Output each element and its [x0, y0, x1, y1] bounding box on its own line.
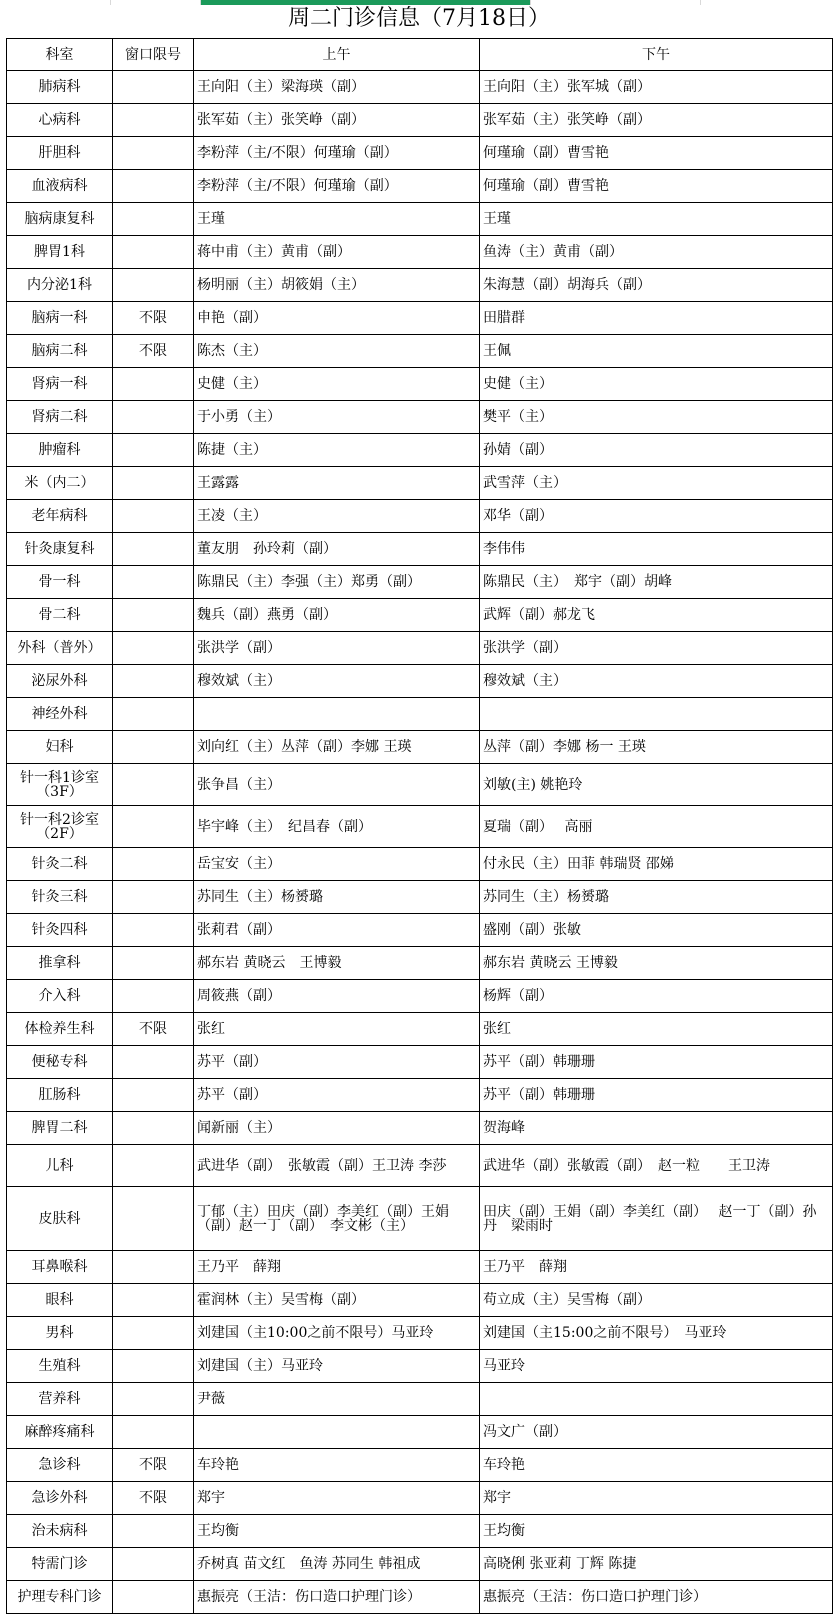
afternoon-cell: 武雪萍（主）	[480, 467, 833, 500]
dept-cell: 内分泌1科	[7, 269, 113, 302]
table-row	[7, 434, 833, 467]
window-limit-cell	[113, 434, 194, 467]
dept-cell: 脾胃二科	[7, 1112, 113, 1145]
morning-cell: 穆效斌（主）	[194, 665, 480, 698]
morning-cell: 陈鼎民（主）李强（主）郑勇（副）	[194, 566, 480, 599]
dept-cell: 治未病科	[7, 1515, 113, 1548]
table-row	[7, 914, 833, 947]
window-limit-cell	[113, 1548, 194, 1581]
morning-cell	[194, 698, 480, 731]
morning-cell: 王露露	[194, 467, 480, 500]
dept-cell: 护理专科门诊	[7, 1581, 113, 1614]
dept-cell: 针一科2诊室（2F）	[7, 806, 113, 848]
morning-cell: 刘向红（主）丛萍（副）李娜 王瑛	[194, 731, 480, 764]
table-row	[7, 566, 833, 599]
morning-cell: 张莉君（副）	[194, 914, 480, 947]
table-row	[7, 632, 833, 665]
morning-cell	[194, 1416, 480, 1449]
morning-cell: 武进华（副） 张敏霞（副）王卫涛 李莎	[194, 1145, 480, 1187]
table-row	[7, 137, 833, 170]
morning-cell: 魏兵（副）燕勇（副）	[194, 599, 480, 632]
morning-cell: 郑宇	[194, 1482, 480, 1515]
table-row	[7, 401, 833, 434]
schedule-table	[6, 38, 833, 1614]
morning-cell: 毕宇峰（主） 纪昌春（副）	[194, 806, 480, 848]
afternoon-cell: 孙婧（副）	[480, 434, 833, 467]
morning-cell: 苏平（副）	[194, 1046, 480, 1079]
afternoon-cell: 何瑾瑜（副）曹雪艳	[480, 170, 833, 203]
afternoon-cell: 付永民（主）田菲 韩瑞贤 邵娣	[480, 848, 833, 881]
morning-cell: 王均衡	[194, 1515, 480, 1548]
window-limit-cell	[113, 368, 194, 401]
window-limit-cell	[113, 665, 194, 698]
afternoon-cell: 丛萍（副）李娜 杨一 王瑛	[480, 731, 833, 764]
morning-cell: 董友朋 孙玲莉（副）	[194, 533, 480, 566]
dept-cell: 肾病一科	[7, 368, 113, 401]
afternoon-cell: 鱼涛（主）黄甫（副）	[480, 236, 833, 269]
dept-cell: 泌尿外科	[7, 665, 113, 698]
table-row	[7, 533, 833, 566]
window-limit-cell	[113, 566, 194, 599]
dept-cell: 营养科	[7, 1383, 113, 1416]
table-row	[7, 1251, 833, 1284]
table-row	[7, 599, 833, 632]
afternoon-cell: 车玲艳	[480, 1449, 833, 1482]
afternoon-cell: 王向阳（主）张军城（副）	[480, 71, 833, 104]
dept-cell: 骨二科	[7, 599, 113, 632]
dept-cell: 推拿科	[7, 947, 113, 980]
schedule-body	[7, 71, 833, 1614]
dept-cell: 特需门诊	[7, 1548, 113, 1581]
dept-cell: 肝胆科	[7, 137, 113, 170]
window-limit-cell: 不限	[113, 1013, 194, 1046]
afternoon-cell: 郑宇	[480, 1482, 833, 1515]
table-row	[7, 1581, 833, 1614]
header-row	[7, 39, 833, 71]
table-row	[7, 335, 833, 368]
morning-cell: 惠振亮（王洁：伤口造口护理门诊）	[194, 1581, 480, 1614]
table-row	[7, 1079, 833, 1112]
window-limit-cell	[113, 71, 194, 104]
morning-cell: 乔树真 苗文红 鱼涛 苏同生 韩祖成	[194, 1548, 480, 1581]
table-row	[7, 1284, 833, 1317]
morning-cell: 岳宝安（主）	[194, 848, 480, 881]
window-limit-cell	[113, 236, 194, 269]
morning-cell: 王凌（主）	[194, 500, 480, 533]
table-row	[7, 269, 833, 302]
window-limit-cell	[113, 203, 194, 236]
afternoon-cell: 史健（主）	[480, 368, 833, 401]
afternoon-cell: 刘敏(主) 姚艳玲	[480, 764, 833, 806]
table-row	[7, 368, 833, 401]
morning-cell: 刘建国（主10:00之前不限号）马亚玲	[194, 1317, 480, 1350]
afternoon-cell: 武辉（副）郝龙飞	[480, 599, 833, 632]
afternoon-cell: 冯文广（副）	[480, 1416, 833, 1449]
window-limit-cell: 不限	[113, 302, 194, 335]
morning-cell: 张红	[194, 1013, 480, 1046]
dept-cell: 神经外科	[7, 698, 113, 731]
table-row	[7, 203, 833, 236]
table-row	[7, 71, 833, 104]
afternoon-cell: 苏平（副）韩珊珊	[480, 1079, 833, 1112]
morning-cell: 闻新丽（主）	[194, 1112, 480, 1145]
dept-cell: 肛肠科	[7, 1079, 113, 1112]
dept-cell: 脑病二科	[7, 335, 113, 368]
afternoon-cell: 张军茹（主）张笑峥（副）	[480, 104, 833, 137]
dept-cell: 儿科	[7, 1145, 113, 1187]
dept-cell: 针灸四科	[7, 914, 113, 947]
table-row	[7, 698, 833, 731]
afternoon-cell: 苏平（副）韩珊珊	[480, 1046, 833, 1079]
window-limit-cell	[113, 170, 194, 203]
table-row	[7, 980, 833, 1013]
afternoon-cell: 武进华（副）张敏霞（副） 赵一粒 王卫涛	[480, 1145, 833, 1187]
window-limit-cell	[113, 632, 194, 665]
dept-cell: 针灸康复科	[7, 533, 113, 566]
table-row	[7, 1317, 833, 1350]
afternoon-cell: 李伟伟	[480, 533, 833, 566]
window-limit-cell	[113, 1079, 194, 1112]
afternoon-cell: 张洪学（副）	[480, 632, 833, 665]
table-row	[7, 1416, 833, 1449]
window-limit-cell: 不限	[113, 335, 194, 368]
table-row	[7, 1482, 833, 1515]
table-row	[7, 731, 833, 764]
table-row	[7, 1145, 833, 1187]
window-limit-cell	[113, 806, 194, 848]
window-limit-cell	[113, 1046, 194, 1079]
window-limit-cell	[113, 467, 194, 500]
window-limit-cell	[113, 533, 194, 566]
dept-cell: 外科（普外）	[7, 632, 113, 665]
afternoon-cell: 邓华（副）	[480, 500, 833, 533]
dept-cell: 耳鼻喉科	[7, 1251, 113, 1284]
window-limit-cell	[113, 980, 194, 1013]
morning-cell: 丁郁（主）田庆（副）李美红（副）王娟（副）赵一丁（副） 李文彬（主）	[194, 1187, 480, 1251]
window-limit-cell	[113, 848, 194, 881]
morning-cell: 周筱燕（副）	[194, 980, 480, 1013]
afternoon-cell: 朱海慧（副）胡海兵（副）	[480, 269, 833, 302]
morning-cell: 霍润林（主）吴雪梅（副）	[194, 1284, 480, 1317]
table-row	[7, 236, 833, 269]
page-title: 周二门诊信息（7月18日）	[288, 6, 550, 31]
afternoon-cell: 何瑾瑜（副）曹雪艳	[480, 137, 833, 170]
table-row	[7, 1112, 833, 1145]
dept-cell: 骨一科	[7, 566, 113, 599]
window-limit-cell	[113, 1284, 194, 1317]
afternoon-cell: 郝东岩 黄晓云 王博毅	[480, 947, 833, 980]
table-row	[7, 302, 833, 335]
table-row	[7, 806, 833, 848]
dept-cell: 针灸三科	[7, 881, 113, 914]
morning-cell: 申艳（副）	[194, 302, 480, 335]
morning-cell: 车玲艳	[194, 1449, 480, 1482]
dept-cell: 脑病康复科	[7, 203, 113, 236]
afternoon-cell	[480, 1383, 833, 1416]
morning-cell: 蒋中甫（主）黄甫（副）	[194, 236, 480, 269]
window-limit-cell	[113, 500, 194, 533]
afternoon-cell: 王瑾	[480, 203, 833, 236]
window-limit-cell: 不限	[113, 1449, 194, 1482]
dept-cell: 血液病科	[7, 170, 113, 203]
table-row	[7, 1449, 833, 1482]
afternoon-cell: 杨辉（副）	[480, 980, 833, 1013]
table-row	[7, 1383, 833, 1416]
dept-cell: 米（内二）	[7, 467, 113, 500]
morning-cell: 陈杰（主）	[194, 335, 480, 368]
window-limit-cell	[113, 269, 194, 302]
dept-cell: 肿瘤科	[7, 434, 113, 467]
morning-cell: 张争昌（主）	[194, 764, 480, 806]
window-limit-cell	[113, 914, 194, 947]
window-limit-cell	[113, 764, 194, 806]
window-limit-cell	[113, 881, 194, 914]
table-row	[7, 665, 833, 698]
window-limit-cell	[113, 137, 194, 170]
dept-cell: 脑病一科	[7, 302, 113, 335]
table-row	[7, 467, 833, 500]
morning-cell: 陈捷（主）	[194, 434, 480, 467]
afternoon-cell: 刘建国（主15:00之前不限号） 马亚玲	[480, 1317, 833, 1350]
table-row	[7, 848, 833, 881]
afternoon-cell: 苟立成（主）吴雪梅（副）	[480, 1284, 833, 1317]
table-row	[7, 1187, 833, 1251]
dept-cell: 体检养生科	[7, 1013, 113, 1046]
morning-cell: 史健（主）	[194, 368, 480, 401]
table-row	[7, 1046, 833, 1079]
dept-cell: 麻醉疼痛科	[7, 1416, 113, 1449]
dept-cell: 皮肤科	[7, 1187, 113, 1251]
dept-cell: 脾胃1科	[7, 236, 113, 269]
afternoon-cell: 张红	[480, 1013, 833, 1046]
window-limit-cell	[113, 1383, 194, 1416]
window-limit-cell	[113, 599, 194, 632]
morning-cell: 李粉萍（主/不限）何瑾瑜（副）	[194, 170, 480, 203]
table-row	[7, 1350, 833, 1383]
dept-cell: 生殖科	[7, 1350, 113, 1383]
window-limit-cell	[113, 1145, 194, 1187]
table-row	[7, 170, 833, 203]
window-limit-cell	[113, 698, 194, 731]
dept-cell: 针灸二科	[7, 848, 113, 881]
table-row	[7, 1515, 833, 1548]
morning-cell: 郝东岩 黄晓云 王博毅	[194, 947, 480, 980]
window-limit-cell	[113, 1187, 194, 1251]
morning-cell: 苏平（副）	[194, 1079, 480, 1112]
morning-cell: 王向阳（主）梁海瑛（副）	[194, 71, 480, 104]
header-window: 窗口限号	[113, 39, 194, 71]
window-limit-cell	[113, 1581, 194, 1614]
dept-cell: 肾病二科	[7, 401, 113, 434]
afternoon-cell: 夏瑞（副） 高丽	[480, 806, 833, 848]
window-limit-cell	[113, 731, 194, 764]
table-row	[7, 104, 833, 137]
dept-cell: 便秘专科	[7, 1046, 113, 1079]
dept-cell: 心病科	[7, 104, 113, 137]
table-row	[7, 500, 833, 533]
dept-cell: 介入科	[7, 980, 113, 1013]
window-limit-cell	[113, 1112, 194, 1145]
afternoon-cell: 惠振亮（王洁：伤口造口护理门诊）	[480, 1581, 833, 1614]
afternoon-cell: 王均衡	[480, 1515, 833, 1548]
morning-cell: 王乃平 薛翔	[194, 1251, 480, 1284]
table-row	[7, 1013, 833, 1046]
table-row	[7, 1548, 833, 1581]
morning-cell: 杨明丽（主）胡筱娟（主）	[194, 269, 480, 302]
afternoon-cell: 贺海峰	[480, 1112, 833, 1145]
afternoon-cell: 田腊群	[480, 302, 833, 335]
table-row	[7, 947, 833, 980]
morning-cell: 张军茹（主）张笑峥（副）	[194, 104, 480, 137]
window-limit-cell	[113, 1317, 194, 1350]
dept-cell: 肺病科	[7, 71, 113, 104]
dept-cell: 老年病科	[7, 500, 113, 533]
table-row	[7, 764, 833, 806]
afternoon-cell: 高晓俐 张亚莉 丁辉 陈捷	[480, 1548, 833, 1581]
window-limit-cell	[113, 1416, 194, 1449]
afternoon-cell: 陈鼎民（主） 郑宇（副）胡峰	[480, 566, 833, 599]
afternoon-cell: 樊平（主）	[480, 401, 833, 434]
afternoon-cell: 王乃平 薛翔	[480, 1251, 833, 1284]
window-limit-cell	[113, 401, 194, 434]
window-limit-cell	[113, 1251, 194, 1284]
dept-cell: 急诊外科	[7, 1482, 113, 1515]
afternoon-cell: 穆效斌（主）	[480, 665, 833, 698]
afternoon-cell: 苏同生（主）杨赟璐	[480, 881, 833, 914]
table-row	[7, 881, 833, 914]
window-limit-cell: 不限	[113, 1482, 194, 1515]
afternoon-cell	[480, 698, 833, 731]
header-dept: 科室	[7, 39, 113, 71]
afternoon-cell: 王佩	[480, 335, 833, 368]
morning-cell: 尹薇	[194, 1383, 480, 1416]
afternoon-cell: 盛刚（副）张敏	[480, 914, 833, 947]
morning-cell: 张洪学（副）	[194, 632, 480, 665]
dept-cell: 急诊科	[7, 1449, 113, 1482]
dept-cell: 眼科	[7, 1284, 113, 1317]
header-pm: 下午	[480, 39, 833, 71]
morning-cell: 李粉萍（主/不限）何瑾瑜（副）	[194, 137, 480, 170]
header-am: 上午	[194, 39, 480, 71]
dept-cell: 妇科	[7, 731, 113, 764]
window-limit-cell	[113, 947, 194, 980]
window-limit-cell	[113, 104, 194, 137]
dept-cell: 针一科1诊室（3F）	[7, 764, 113, 806]
morning-cell: 苏同生（主）杨赟璐	[194, 881, 480, 914]
afternoon-cell: 田庆（副）王娟（副）李美红（副） 赵一丁（副）孙丹 梁雨时	[480, 1187, 833, 1251]
morning-cell: 刘建国（主）马亚玲	[194, 1350, 480, 1383]
morning-cell: 于小勇（主）	[194, 401, 480, 434]
afternoon-cell: 马亚玲	[480, 1350, 833, 1383]
window-limit-cell	[113, 1515, 194, 1548]
dept-cell: 男科	[7, 1317, 113, 1350]
morning-cell: 王瑾	[194, 203, 480, 236]
window-limit-cell	[113, 1350, 194, 1383]
